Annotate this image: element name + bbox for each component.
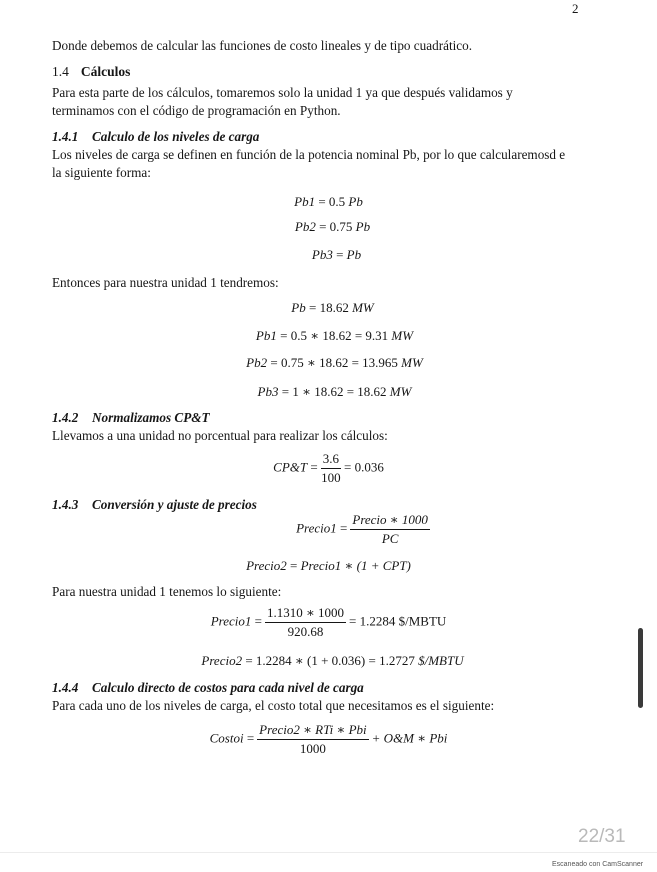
paragraph-1-4-4: Para cada uno de los niveles de carga, el costo total que necesitamos es el siguiente:: [52, 698, 495, 713]
section-title: Conversión y ajuste de precios: [92, 497, 257, 512]
section-number: 1.4.3: [52, 497, 79, 512]
equation-pb-value: Pb = 18.62 MW: [291, 300, 374, 315]
section-title: Calculo de los niveles de carga: [92, 129, 260, 144]
section-number: 1.4.1: [52, 129, 79, 144]
paragraph-1-4-2: Llevamos a una unidad no porcentual para realizar los cálculos:: [52, 428, 388, 443]
paragraph-1-4-1: [52, 146, 565, 182]
equation-pb3: Pb3 = Pb: [311, 247, 362, 262]
fraction: $\frac{1.1310 ∗ 1000}{920.68}$: [266, 605, 345, 639]
equation-cpt: CP&T = $\frac{3.6}{100}$ = 0.036: [273, 451, 384, 485]
paragraph-1-4: [52, 84, 513, 120]
scanner-credit: Escaneado con CamScanner: [552, 861, 644, 868]
page-counter: 22/31: [578, 826, 626, 847]
equation-costo: Costoi = $\frac{\text{Precio2 ∗ RTi ∗ Pbi}}{1000}$ + O&M ∗ Pbi: [209, 722, 448, 756]
section-number: 1.4: [52, 64, 69, 79]
paragraph-line: terminamos con el código de programación en Python.: [52, 103, 341, 118]
section-number: 1.4.2: [52, 410, 79, 425]
equation-precio2-value: Precio2 = 1.2284 ∗ (1 + 0.036) = 1.2727 $/MBTU: [201, 653, 464, 668]
section-title: Calculo directo de costos para cada nivel de carga: [92, 680, 364, 695]
equation-precio1-value: Precio1 = $\frac{1.1310 ∗ 1000}{920.68}$ = 1.2284 $/MBTU: [210, 605, 447, 639]
paragraph-line: Los niveles de carga se definen en función de la potencia nominal Pb, por lo que calcularemosd e: [52, 147, 566, 162]
unit-intro-text: Para nuestra unidad 1 tenemos lo siguiente:: [52, 584, 282, 599]
section-title: Cálculos: [80, 64, 131, 79]
equation-precio2: Precio2 = Precio1 ∗ (1 + CPT): [246, 558, 411, 573]
section-heading-1-4-3: [52, 497, 257, 513]
paragraph-line: Para esta parte de los cálculos, tomaremos solo la unidad 1 ya que después validamos y: [52, 85, 513, 100]
section-heading-1-4-4: [52, 680, 364, 696]
equation-pb2-value: Pb2 = 0.75 ∗ 18.62 = 13.965 MW: [246, 355, 423, 370]
footer-divider: [0, 852, 657, 853]
section-heading-1-4: [52, 64, 130, 80]
section-title: Normalizamos CP&T: [92, 410, 210, 425]
fraction: $\frac{\text{Precio2 ∗ RTi ∗ Pbi}}{1000}$: [259, 722, 367, 756]
page-number: 2: [572, 1, 579, 16]
section-number: 1.4.4: [52, 680, 79, 695]
equation-pb3-value: Pb3 = 1 ∗ 18.62 = 18.62 MW: [257, 384, 412, 399]
fraction: $\frac{3.6}{100}$: [321, 451, 341, 485]
paragraph-line: la siguiente forma:: [52, 165, 151, 180]
intro-text: Donde debemos de calcular las funciones de costo lineales y de tipo cuadrático.: [52, 38, 473, 53]
fraction: $\frac{\text{Precio ∗ 1000}}{PC}$: [352, 512, 428, 546]
equation-pb1-value: Pb1 = 0.5 ∗ 18.62 = 9.31 MW: [255, 328, 414, 343]
section-heading-1-4-1: [52, 129, 259, 145]
equation-pb2: Pb2 = 0.75 Pb: [294, 219, 371, 234]
equation-pb1: Pb1 = 0.5 Pb: [294, 194, 363, 209]
scrollbar-thumb[interactable]: [638, 628, 643, 708]
unit-intro-text: Entonces para nuestra unidad 1 tendremos:: [52, 275, 279, 290]
section-heading-1-4-2: [52, 410, 210, 426]
equation-precio1: Precio1 = $\frac{\text{Precio ∗ 1000}}{PC}$: [296, 512, 428, 546]
